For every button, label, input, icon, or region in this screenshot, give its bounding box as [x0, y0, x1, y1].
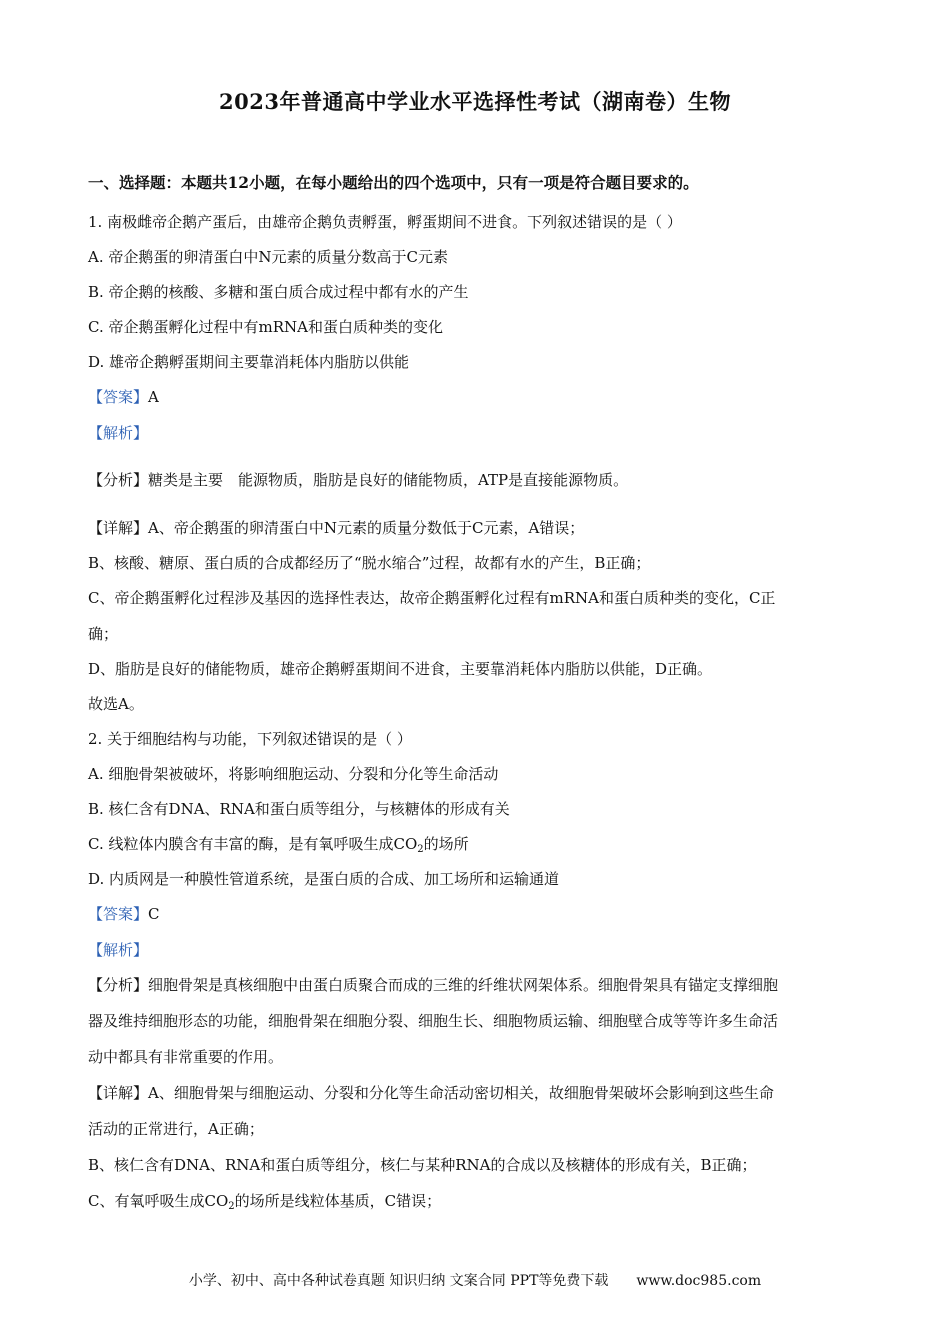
question-2-xiangjie-3: B、核仁含有DNA、RNA和蛋白质等组分，核仁与某种RNA的合成以及核糖体的形成有关，B正确； — [88, 1156, 757, 1174]
xiangjie-text: A、帝企鹅蛋的卵清蛋白中N元素的质量分数低于C元素，A错误； — [148, 519, 585, 537]
question-2-xiangjie-2: 活动的正常进行，A正确； — [88, 1120, 264, 1138]
fenxi-text: 细胞骨架是真核细胞中由蛋白质聚合而成的三维的纤维状网架体系。细胞骨架具有锚定支撑细胞 — [148, 976, 779, 994]
question-2-fenxi-1 — [88, 975, 868, 995]
answer-value: A — [148, 388, 159, 406]
question-1-xiangjie-5: D、脂肪是良好的储能物质，雄帝企鹅孵蛋期间不进食，主要靠消耗体内脂肪以供能，D正确。 — [88, 660, 713, 678]
question-1-option-c: C. 帝企鹅蛋孵化过程中有mRNA和蛋白质种类的变化 — [88, 318, 443, 336]
xiangjie-tag: 【详解】 — [88, 1084, 149, 1102]
xiangjie-tag: 【详解】 — [88, 519, 149, 537]
question-1-xiangjie-2: B、核酸、糖原、蛋白质的合成都经历了“脱水缩合”过程，故都有水的产生，B正确； — [88, 554, 651, 572]
question-2-stem: 2. 关于细胞结构与功能，下列叙述错误的是（ ） — [88, 730, 412, 748]
fenxi-tag: 【分析】 — [88, 976, 149, 994]
xiangjie-text: C、有氧呼吸生成CO — [88, 1192, 229, 1210]
xiangjie-text-end: 的场所是线粒体基质，C错误； — [234, 1192, 442, 1210]
question-1-stem: 1. 南极雌帝企鹅产蛋后，由雄帝企鹅负责孵蛋，孵蛋期间不进食。下列叙述错误的是（ ） — [88, 213, 682, 231]
footer-text: 小学、初中、高中各种试卷真题 知识归纳 文案合同 PPT等免费下载 — [188, 1273, 609, 1289]
footer — [0, 1270, 950, 1290]
answer-tag: 【答案】 — [88, 905, 149, 923]
page-title: 2023年普通高中学业水平选择性考试（湖南卷）生物 — [219, 89, 731, 114]
xiangjie-text: A、细胞骨架与细胞运动、分裂和分化等生命活动密切相关，故细胞骨架破坏会影响到这些生命 — [148, 1084, 774, 1102]
subscript: 2 — [417, 844, 424, 855]
question-1-fenxi — [88, 470, 868, 490]
question-1-analysis-tag — [88, 423, 868, 443]
question-2-option-d: D. 内质网是一种膜性管道系统，是蛋白质的合成、加工场所和运输通道 — [88, 870, 560, 888]
question-2-option-a: A. 细胞骨架被破坏，将影响细胞运动、分裂和分化等生命活动 — [88, 765, 499, 783]
answer-value: C — [148, 905, 160, 923]
question-2-option-b: B. 核仁含有DNA、RNA和蛋白质等组分，与核糖体的形成有关 — [88, 800, 510, 818]
question-1-answer — [88, 387, 868, 407]
question-2-option-c — [88, 834, 868, 854]
question-2-analysis-tag — [88, 940, 868, 960]
analysis-tag: 【解析】 — [88, 941, 149, 959]
question-1-xiangjie-1 — [88, 518, 868, 538]
question-1-xiangjie-3: C、帝企鹅蛋孵化过程涉及基因的选择性表达，故帝企鹅蛋孵化过程有mRNA和蛋白质种类的变化，C正 — [88, 589, 776, 607]
option-c-text: C. 线粒体内膜含有丰富的酶，是有氧呼吸生成CO — [88, 835, 418, 853]
question-1-option-b: B. 帝企鹅的核酸、多糖和蛋白质合成过程中都有水的产生 — [88, 283, 469, 301]
footer-url: www.doc985.com — [636, 1273, 762, 1289]
fenxi-tag: 【分析】 — [88, 471, 149, 489]
question-1-xiangjie-4: 确； — [88, 625, 119, 643]
question-2-fenxi-3: 动中都具有非常重要的作用。 — [88, 1048, 284, 1066]
question-1-option-d: D. 雄帝企鹅孵蛋期间主要靠消耗体内脂肪以供能 — [88, 353, 410, 371]
section-heading: 一、选择题：本题共12小题，在每小题给出的四个选项中，只有一项是符合题目要求的。 — [88, 173, 699, 192]
question-1-option-a: A. 帝企鹅蛋的卵清蛋白中N元素的质量分数高于C元素 — [88, 248, 448, 266]
question-2-fenxi-2: 器及维持细胞形态的功能，细胞骨架在细胞分裂、细胞生长、细胞物质运输、细胞壁合成等等许多生命活 — [88, 1012, 779, 1030]
question-2-xiangjie-1 — [88, 1083, 868, 1103]
analysis-tag: 【解析】 — [88, 424, 149, 442]
question-2-answer — [88, 904, 868, 924]
fenxi-text: 糖类是主要 能源物质，脂肪是良好的储能物质，ATP是直接能源物质。 — [148, 471, 629, 489]
question-1-conclusion: 故选A。 — [88, 695, 144, 713]
question-2-xiangjie-4 — [88, 1191, 868, 1211]
answer-tag: 【答案】 — [88, 388, 149, 406]
subscript: 2 — [228, 1201, 235, 1212]
option-c-text-end: 的场所 — [423, 835, 469, 853]
